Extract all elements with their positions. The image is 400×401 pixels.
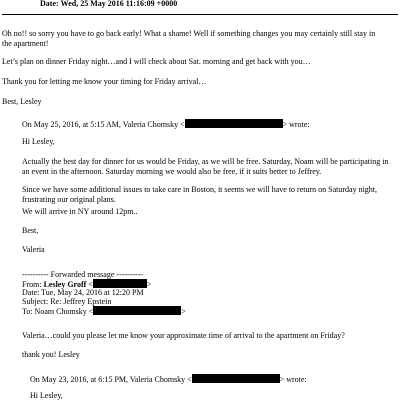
forwarded-body: Valeria…could you please let me know your approximate time of arrival to the apartment on Friday? (22, 331, 345, 340)
date-label: Date: (40, 0, 59, 8)
quote2-greeting: Hi Lesley, (30, 391, 63, 400)
reply-paragraph-3: Thank you for letting me know your timing for Friday arrival… (2, 77, 207, 86)
redacted-email-block (93, 306, 181, 315)
header-divider (2, 14, 398, 15)
quote1-greeting: Hi Lesley, (22, 137, 55, 146)
redacted-email-block (192, 374, 280, 383)
quote1-paragraph-3: We will arrive in NY around 12pm.. (22, 207, 138, 216)
redacted-email-block (93, 279, 147, 288)
email-date-header (40, 0, 177, 9)
quote1-paragraph-2: Since we have some additional issues to take care in Boston, it seems we will have to return on Saturday night, frustrating our original plans. (22, 185, 378, 204)
from-open: < (86, 280, 93, 289)
quote1-paragraph-1: Actually the best day for dinner for us would be Friday, as we will be free. Saturday, Noam will be participating in an event in the afternoon. Saturday morning we would also be free, if it suits better to Jeffrey. (22, 157, 389, 176)
reply-paragraph-2: Let’s plan on dinner Friday night…and I will check about Sat. morning and get back with you… (2, 57, 311, 66)
to-prefix: To: Noam Chomsky < (22, 307, 94, 316)
quote1-name: Valeria (22, 245, 45, 254)
from-label: From: (22, 280, 44, 289)
quote2-intro (30, 374, 307, 385)
quote1-intro-suffix: > wrote: (282, 120, 310, 129)
quote2-intro-suffix: > wrote: (279, 375, 307, 384)
reply-paragraph-1: Oh no!! so sorry you have to go back early! What a shame! Well if something changes you may certainly still stay in the apartment! (2, 29, 376, 48)
quote1-closing: Best, (22, 226, 39, 235)
to-close: > (181, 307, 186, 316)
reply-signoff: Best, Lesley (2, 97, 42, 106)
quote2-intro-prefix: On May 23, 2016, at 6:15 PM, Valeria Chomsky < (30, 375, 192, 384)
from-name: Lesley Groff (43, 280, 87, 289)
date-value: Wed, 25 May 2016 11:16:09 +0000 (60, 0, 178, 8)
forwarded-subject: Subject: Re: Jeffrey Epstein (22, 297, 112, 306)
forwarded-date: Date: Tue, May 24, 2016 at 12:20 PM (22, 288, 144, 297)
quote1-intro-prefix: On May 25, 2016, at 5:15 AM, Valeria Chomsky < (22, 120, 185, 129)
quote1-intro (22, 119, 310, 130)
from-close: > (146, 280, 152, 289)
redacted-email-block (185, 119, 283, 128)
forwarded-divider: ---------- Forwarded message ---------- (22, 270, 144, 279)
forwarded-to (22, 306, 186, 317)
forwarded-thanks: thank you! Lesley (22, 350, 80, 359)
